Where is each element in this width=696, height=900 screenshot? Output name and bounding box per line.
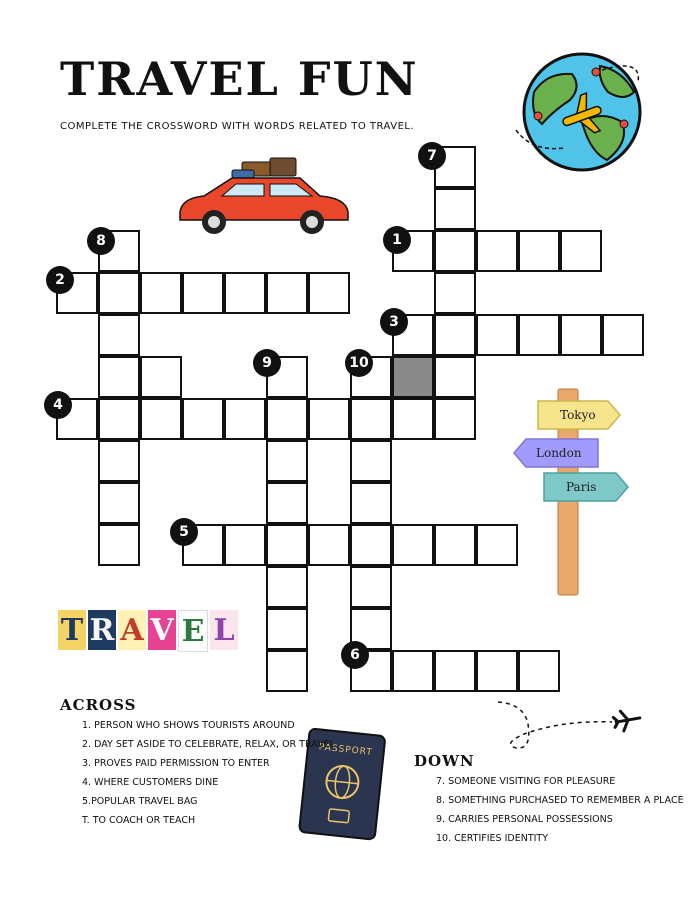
clue-number-7: 7 xyxy=(418,142,446,170)
crossword-cell[interactable] xyxy=(350,566,392,608)
travel-word-art xyxy=(58,610,238,654)
page-subtitle: COMPLETE THE CROSSWORD WITH WORDS RELATED TO TRAVEL. xyxy=(60,121,415,132)
crossword-cell[interactable] xyxy=(224,398,266,440)
clue-across-5: 5.POPULAR TRAVEL BAG xyxy=(82,796,198,807)
crossword-cell[interactable] xyxy=(224,272,266,314)
across-heading: ACROSS xyxy=(60,696,137,714)
crossword-cell[interactable] xyxy=(266,608,308,650)
clue-across-6: T. TO COACH OR TEACH xyxy=(82,815,196,826)
down-clues xyxy=(414,752,684,848)
travel-letter: A xyxy=(118,610,146,650)
crossword-cell[interactable] xyxy=(266,524,308,566)
crossword-cell[interactable] xyxy=(140,398,182,440)
sign-london: London xyxy=(536,446,582,460)
clue-number-3: 3 xyxy=(380,308,408,336)
crossword-cell[interactable] xyxy=(434,398,476,440)
crossword-cell[interactable] xyxy=(98,440,140,482)
crossword-cell[interactable] xyxy=(224,524,266,566)
crossword-cell[interactable] xyxy=(98,524,140,566)
travel-letter: L xyxy=(210,610,238,650)
crossword-cell[interactable] xyxy=(392,398,434,440)
crossword-cell[interactable] xyxy=(266,398,308,440)
crossword-cell[interactable] xyxy=(182,398,224,440)
crossword-cell[interactable] xyxy=(308,398,350,440)
crossword-cell[interactable] xyxy=(560,314,602,356)
clue-number-9: 9 xyxy=(253,349,281,377)
passport-label: PASSPORT xyxy=(318,742,374,758)
crossword-cell[interactable] xyxy=(98,482,140,524)
crossword-cell[interactable] xyxy=(98,272,140,314)
crossword-cell[interactable] xyxy=(560,230,602,272)
crossword-cell[interactable] xyxy=(476,650,518,692)
crossword-cell[interactable] xyxy=(140,272,182,314)
crossword-cell[interactable] xyxy=(350,524,392,566)
clue-number-10: 10 xyxy=(345,349,373,377)
across-clues xyxy=(60,696,335,830)
clue-number-5: 5 xyxy=(170,518,198,546)
travel-letter: T xyxy=(58,610,86,650)
crossword-cell[interactable] xyxy=(434,314,476,356)
clue-number-6: 6 xyxy=(341,641,369,669)
clue-down-10: 10. CERTIFIES IDENTITY xyxy=(436,833,549,844)
crossword-cell[interactable] xyxy=(434,230,476,272)
crossword-cell[interactable] xyxy=(266,482,308,524)
clue-number-4: 4 xyxy=(44,391,72,419)
crossword-cell[interactable] xyxy=(308,272,350,314)
crossword-cell[interactable] xyxy=(392,524,434,566)
crossword-cell[interactable] xyxy=(266,650,308,692)
crossword-cell[interactable] xyxy=(182,272,224,314)
crossword-cell[interactable] xyxy=(98,314,140,356)
crossword-cell[interactable] xyxy=(476,314,518,356)
signpost-illustration xyxy=(508,385,638,600)
crossword-cell[interactable] xyxy=(98,356,140,398)
crossword-cell[interactable] xyxy=(350,398,392,440)
clue-across-4: 4. WHERE CUSTOMERS DINE xyxy=(82,777,219,788)
clue-down-8: 8. SOMETHING PURCHASED TO REMEMBER A PLACE xyxy=(436,795,684,806)
crossword-cell[interactable] xyxy=(266,272,308,314)
crossword-cell[interactable] xyxy=(266,566,308,608)
travel-letter: V xyxy=(148,610,176,650)
sign-paris: Paris xyxy=(566,480,597,494)
clue-down-9: 9. CARRIES PERSONAL POSSESSIONS xyxy=(436,814,613,825)
clue-number-2: 2 xyxy=(46,266,74,294)
crossword-cell[interactable] xyxy=(434,524,476,566)
crossword-cell[interactable] xyxy=(98,398,140,440)
crossword-cell[interactable] xyxy=(434,272,476,314)
crossword-cell[interactable] xyxy=(140,356,182,398)
clue-down-7: 7. SOMEONE VISITING FOR PLEASURE xyxy=(436,776,616,787)
crossword-cell[interactable] xyxy=(266,440,308,482)
crossword-cell[interactable] xyxy=(350,482,392,524)
crossword-cell[interactable] xyxy=(392,650,434,692)
crossword-cell[interactable] xyxy=(350,440,392,482)
sign-tokyo: Tokyo xyxy=(560,408,596,422)
page-title: TRAVEL FUN xyxy=(60,52,419,106)
crossword-cell[interactable] xyxy=(434,188,476,230)
crossword-cell[interactable] xyxy=(518,650,560,692)
travel-letter: E xyxy=(178,610,208,652)
down-heading: DOWN xyxy=(414,752,475,770)
crossword-cell[interactable] xyxy=(476,230,518,272)
crossword-cell[interactable] xyxy=(518,314,560,356)
crossword-cell[interactable] xyxy=(434,650,476,692)
crossword-cell[interactable] xyxy=(602,314,644,356)
clue-number-8: 8 xyxy=(87,227,115,255)
crossword-cell[interactable] xyxy=(518,230,560,272)
clue-number-1: 1 xyxy=(383,226,411,254)
clue-across-1: 1. PERSON WHO SHOWS TOURISTS AROUND xyxy=(82,720,295,731)
travel-letter: R xyxy=(88,610,116,650)
crossword-cell[interactable] xyxy=(308,524,350,566)
clue-across-2: 2. DAY SET ASIDE TO CELEBRATE, RELAX, OR TRAVEL xyxy=(82,739,335,750)
clue-across-3: 3. PROVES PAID PERMISSION TO ENTER xyxy=(82,758,270,769)
shaded-cell xyxy=(392,356,434,398)
crossword-cell[interactable] xyxy=(434,356,476,398)
